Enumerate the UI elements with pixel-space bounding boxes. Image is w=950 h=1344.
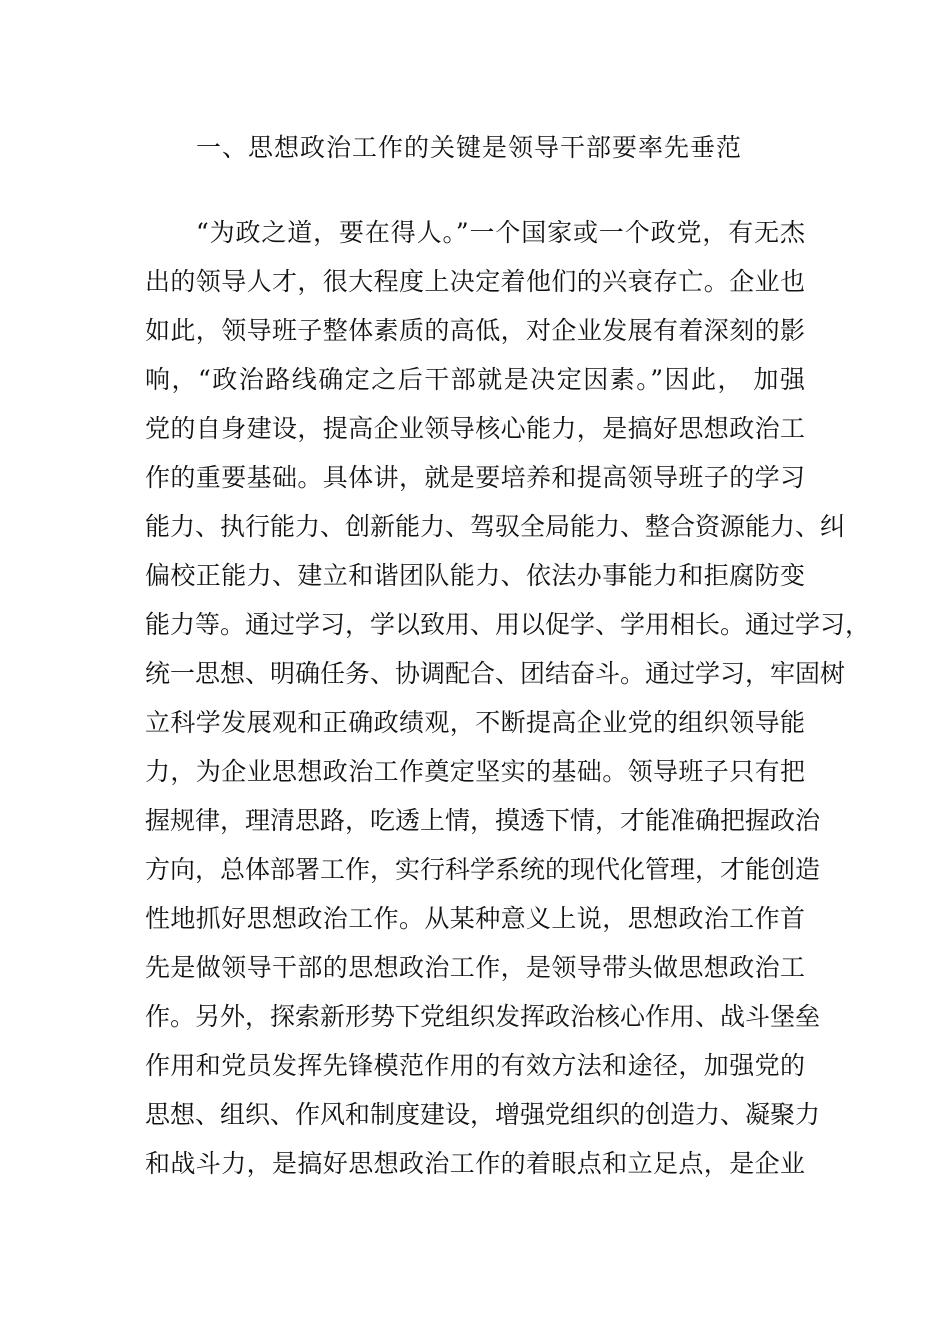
paragraph-line: 作。另外，探索新形势下党组织发挥政治核心作用、战斗堡垒 (145, 1002, 821, 1031)
paragraph-line: 偏校正能力、建立和谐团队能力、依法办事能力和拒腐防变 (145, 561, 805, 590)
section-heading: 一、思想政治工作的关键是领导干部要率先垂范 (196, 133, 743, 162)
paragraph-line: 能力、执行能力、创新能力、驾驭全局能力、整合资源能力、纠 (145, 512, 846, 541)
paragraph-line: 思想、组织、作风和制度建设，增强党组织的创造力、凝聚力 (145, 1100, 821, 1129)
paragraph-line: “为政之道，要在得人。”一个国家或一个政党，有无杰 (196, 218, 805, 247)
paragraph-line: 握规律，理清思路，吃透上情，摸透下情，才能准确把握政治 (145, 806, 821, 835)
paragraph-line: 党的自身建设，提高企业领导核心能力，是搞好思想政治工 (145, 414, 805, 443)
paragraph-line: 响，“政治路线确定之后干部就是决定因素。”因此， 加强 (145, 365, 805, 394)
paragraph-line: 出的领导人才，很大程度上决定着他们的兴衰存亡。企业也 (145, 267, 805, 296)
paragraph-line: 如此，领导班子整体素质的高低，对企业发展有着深刻的影 (145, 316, 805, 345)
paragraph-line: 和战斗力，是搞好思想政治工作的着眼点和立足点，是企业 (145, 1149, 805, 1178)
paragraph-line: 作用和党员发挥先锋模范作用的有效方法和途径，加强党的 (145, 1051, 805, 1080)
paragraph-line: 统一思想、明确任务、协调配合、团结奋斗。通过学习，牢固树 (145, 659, 846, 688)
paragraph-line: 立科学发展观和正确政绩观，不断提高企业党的组织领导能 (145, 708, 805, 737)
paragraph-line: 方向，总体部署工作，实行科学系统的现代化管理，才能创造 (145, 855, 821, 884)
paragraph-line: 能力等。通过学习，学以致用、用以促学、学用相长。通过学习， (145, 610, 871, 639)
paragraph-line: 力，为企业思想政治工作奠定坚实的基础。领导班子只有把 (145, 757, 805, 786)
paragraph-line: 作的重要基础。具体讲，就是要培养和提高领导班子的学习 (145, 463, 805, 492)
paragraph-line: 性地抓好思想政治工作。从某种意义上说，思想政治工作首 (145, 904, 805, 933)
paragraph-line: 先是做领导干部的思想政治工作，是领导带头做思想政治工 (145, 953, 805, 982)
